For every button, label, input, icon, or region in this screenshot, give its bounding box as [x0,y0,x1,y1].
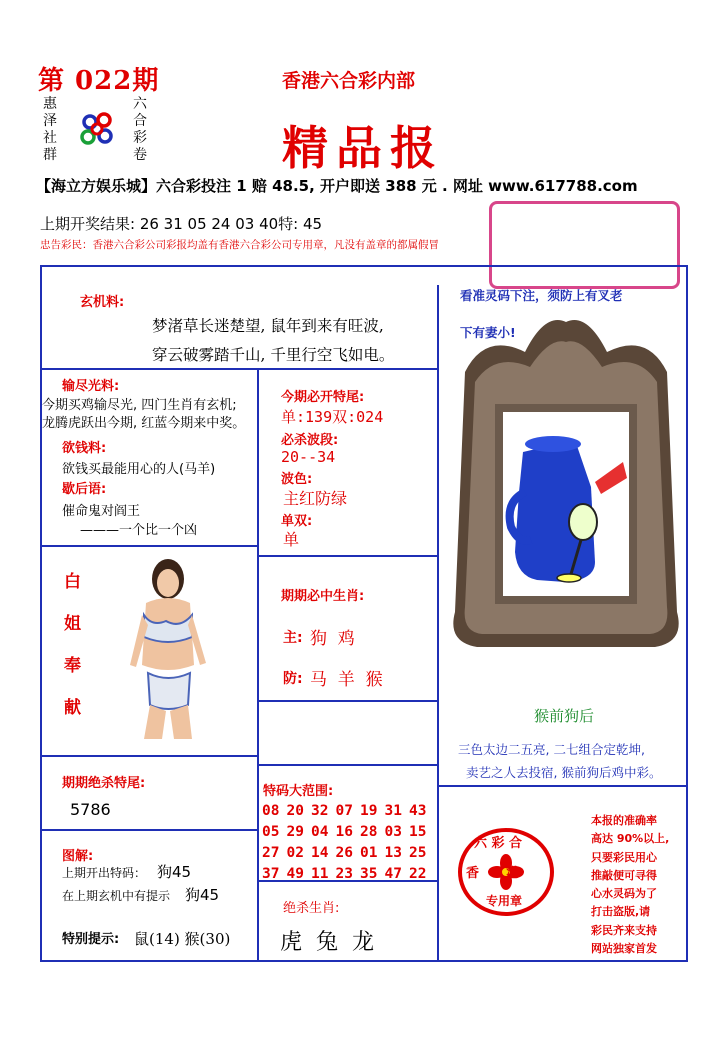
picture-caption: 猴前狗后 [534,707,595,725]
tema-row [262,843,434,864]
tema-number: 08 [262,803,280,819]
tema-number: 07 [335,803,353,819]
tema-range-table [262,801,434,885]
tewei-value: 单:139双:024 [281,408,384,426]
tema-number: 49 [286,866,304,882]
xuanji-line: 穿云破雾踏千山, 千里行空飞如电。 [152,346,395,364]
tema-range-label: 特码大范围: [263,784,334,799]
divider [40,829,257,831]
accuracy-line: 彩民齐来支持 [591,923,657,937]
tema-row [262,864,434,885]
tema-number: 28 [360,824,378,840]
tema-number: 16 [335,824,353,840]
tujie-line1-text: 上期开出特码： [62,866,147,880]
yuqian-text: 欲钱买最能用心的人(马羊) [62,462,216,477]
tema-number: 01 [360,845,378,861]
tema-number: 47 [384,866,402,882]
divider [437,285,439,962]
tema-number: 04 [311,824,329,840]
tema-number: 22 [409,866,427,882]
warning-notice: 忠告彩民：香港六合彩公司彩报均盖有香港六合彩公司专用章，凡没有盖章的都属假冒 [40,239,439,251]
rings-logo-icon [78,110,118,150]
club-name-right [130,96,150,164]
tewei-label: 今期必开特尾: [281,390,365,405]
shujin-line: 今期买鸡输尽光, 四门生肖有玄机; [42,398,237,413]
ds-value: 单 [283,530,300,549]
tema-number: 27 [262,845,280,861]
club-char: 群 [43,147,57,163]
color-label: 波色: [281,472,313,487]
xuanji-label: 玄机料: [80,295,125,310]
accuracy-line: 本报的准确率 [591,814,657,827]
header-org: 香港六合彩内部 [282,70,416,92]
divider [257,764,437,766]
special-value: 鼠(14) 猴(30) [134,930,231,948]
tujie-line2-value: 狗45 [185,886,220,904]
club-char: 彩 [133,130,147,146]
xuanji-line: 梦渚草长迷楚望, 鼠年到来有旺波, [152,317,384,335]
stamp-top-text: 六 彩 合 [474,836,523,851]
model-photo [122,555,214,739]
tema-number: 31 [384,803,402,819]
main-label: 主: [283,630,303,646]
shengxiao-label: 期期必中生肖: [281,589,365,604]
right-verse-line1: 三色太边二五亮, 二七组合定乾坤, [458,742,645,757]
juesha-tail-label: 期期绝杀特尾: [62,776,146,791]
stamp-middle-text: 香 港 [466,866,520,881]
tujie-line2-text: 在上期玄机中有提示 [62,889,171,903]
girl-caption [64,561,81,729]
club-char: 惠 [43,96,57,112]
guard-value: 马 羊 猴 [310,670,383,690]
tujie-line1-value: 狗45 [157,863,192,881]
xiehou-label: 歇后语: [62,482,107,497]
accuracy-line: 打击盗版,请 [591,905,651,919]
divider [257,555,437,557]
ds-label: 单双: [281,514,313,529]
caption-char: 白 [64,572,81,592]
divider [40,755,257,757]
tema-number: 35 [360,866,378,882]
tema-number: 29 [286,824,304,840]
divider [257,700,437,702]
tema-number: 25 [409,845,427,861]
tema-number: 15 [409,824,427,840]
divider [437,785,688,787]
bo-label: 必杀波段: [281,433,339,448]
last-draw-result: 上期开奖结果: 26 31 05 24 03 40特: 45 [40,215,323,233]
color-value: 主红防绿 [283,489,348,508]
ornate-frame-image [445,312,687,652]
accuracy-line: 网站独家首发 [591,942,657,956]
main-value: 狗 鸡 [310,629,355,649]
jueshax-value: 虎 兔 龙 [280,930,374,955]
divider [40,368,437,370]
caption-char: 奉 [64,656,81,676]
club-char: 六 [133,96,147,112]
club-char: 卷 [133,147,147,163]
tema-number: 20 [286,803,304,819]
caption-char: 姐 [64,614,81,634]
tema-number: 02 [286,845,304,861]
club-char: 泽 [43,113,57,129]
tema-number: 23 [335,866,353,882]
tujie-label: 图解: [62,849,94,864]
tema-number: 37 [262,866,280,882]
ad-banner[interactable]: 【海立方娱乐城】六合彩投注 1 赔 48.5, 开户即送 388 元 . 网址 www.617788.com [36,177,638,195]
tema-number: 26 [335,845,353,861]
tema-number: 05 [262,824,280,840]
tema-number: 14 [311,845,329,861]
xiehou-text: 催命鬼对阎王 [62,504,141,519]
bo-value: 20--34 [281,448,336,466]
tema-number: 19 [360,803,378,819]
accuracy-note [591,812,669,958]
tema-number: 43 [409,803,427,819]
tema-row [262,801,434,822]
tema-number: 13 [384,845,402,861]
club-char: 合 [133,113,147,129]
shujin-line: 龙腾虎跃出今期, 红蓝今期来中奖。 [42,416,246,431]
stamp-bottom-text: 专用章 [486,894,523,908]
jueshax-label: 绝杀生肖: [283,901,340,916]
guard-label: 防: [283,671,303,687]
accuracy-line: 高达 90%以上, [591,832,670,846]
tema-number: 03 [384,824,402,840]
accuracy-line: 推敲便可寻得 [591,868,657,882]
juesha-tail-value: 5786 [70,800,111,819]
right-verse-line2: 卖艺之人去投宿, 猴前狗后鸡中彩。 [466,765,662,780]
tema-row [262,822,434,843]
page-title: 精品报 [282,121,444,175]
club-char: 社 [43,130,57,146]
xiehou-answer: ———一个比一个凶 [80,523,198,538]
accuracy-line: 只要彩民用心 [591,850,657,864]
accuracy-line: 心水灵码为了 [591,887,657,901]
tema-number: 32 [311,803,329,819]
divider [257,368,259,962]
issue-number: 第 022期 [38,66,160,96]
right-hint-line2: 下有妻小! [460,325,516,340]
right-hint-line1: 看准灵码下注，须防上有叉老 [460,288,623,303]
yuqian-label: 欲钱料: [62,441,107,456]
tema-number: 11 [311,866,329,882]
divider [40,545,257,547]
shujin-label: 输尽光料: [62,379,120,394]
caption-char: 献 [64,698,81,718]
special-label: 特别提示: [62,932,120,947]
club-name-left [40,96,60,164]
